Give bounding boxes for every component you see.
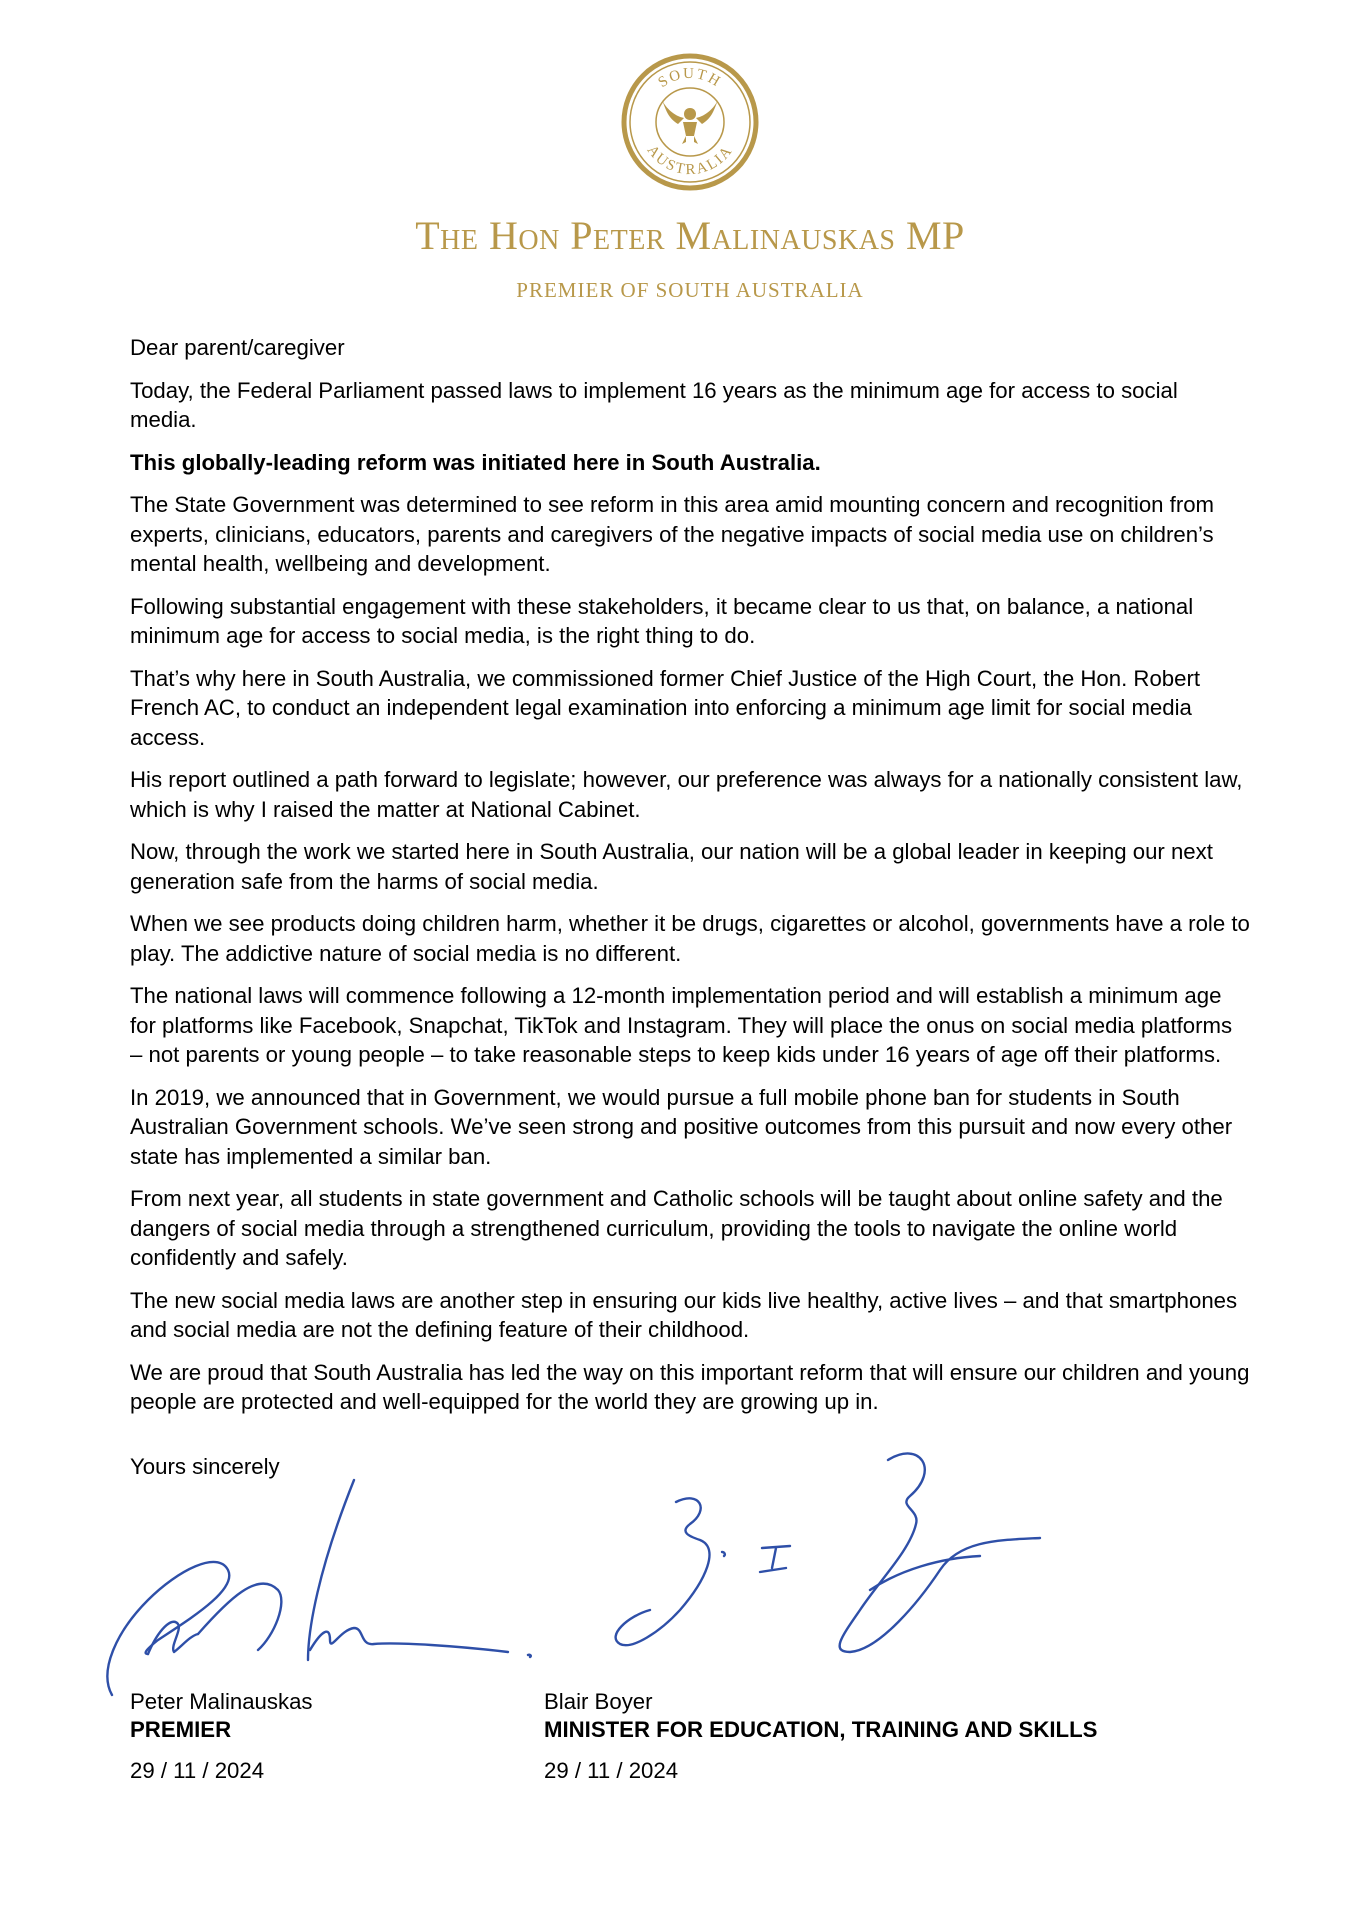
letterhead-name: The Hon Peter Malinauskas MP <box>415 213 965 258</box>
paragraph-2-bold: This globally-leading reform was initiated here in South Australia. <box>130 449 821 475</box>
seal-graphic <box>620 52 760 192</box>
paragraph-12: The new social media laws are another step in ensuring our kids live healthy, active lives – and that smartphones and social media are not the defining feature of their childhood. <box>130 1287 1238 1342</box>
signatory-role: PREMIER <box>130 1717 232 1742</box>
signatory-name: Blair Boyer <box>544 1689 653 1714</box>
piping-shrike-icon <box>662 100 718 144</box>
paragraph-1: Today, the Federal Parliament passed laws to implement 16 years as the minimum age for access to social media. <box>130 377 1178 432</box>
paragraph-6: His report outlined a path forward to legislate; however, our preference was always for a nationally consistent law, which is why I raised the matter at National Cabinet. <box>130 767 1243 822</box>
letter-body <box>130 333 1250 1430</box>
letterhead-title: PREMIER OF SOUTH AUSTRALIA <box>516 278 864 302</box>
seal-text-top: SOUTH <box>655 65 725 91</box>
paragraph-13: We are proud that South Australia has led the way on this important reform that will ensure our children and young people are protected and well-equipped for the world they are growing up in. <box>130 1359 1250 1414</box>
signatory-date: 29 / 11 / 2024 <box>544 1758 679 1783</box>
signatory-date: 29 / 11 / 2024 <box>130 1758 265 1783</box>
salutation: Dear parent/caregiver <box>130 335 345 360</box>
signature-malinauskas-icon <box>78 1440 558 1710</box>
signatory-name: Peter Malinauskas <box>130 1689 313 1714</box>
south-australia-seal-icon <box>620 52 760 192</box>
signatory-minister <box>544 1688 1097 1785</box>
signatory-role: MINISTER FOR EDUCATION, TRAINING AND SKILLS <box>544 1717 1098 1742</box>
signatory-premier <box>130 1688 313 1785</box>
paragraph-10: In 2019, we announced that in Government, we would pursue a full mobile phone ban for students in South Australian Government schools. We’ve seen strong and positive outcomes from this pursuit and now every other state has implemented a similar ban. <box>130 1084 1233 1169</box>
svg-text:SOUTH <box>656 66 725 91</box>
closing: Yours sincerely <box>130 1454 280 1479</box>
paragraph-4: Following substantial engagement with these stakeholders, it became clear to us that, on balance, a national minimum age for access to social media, is the right thing to do. <box>130 593 1194 648</box>
paragraph-11: From next year, all students in state government and Catholic schools will be taught about online safety and the dangers of social media through a strengthened curriculum, providing the tools to navigate the online world confidently and safely. <box>130 1186 1223 1270</box>
paragraph-3: The State Government was determined to see reform in this area amid mounting concern and recognition from experts, clinicians, educators, parents and caregivers of the negative impacts of social media use on children’s mental health, wellbeing and development. <box>130 492 1215 576</box>
paragraph-8: When we see products doing children harm, whether it be drugs, cigarettes or alcohol, governments have a role to play. The addictive nature of social media is no different. <box>130 911 1250 966</box>
paragraph-9: The national laws will commence following a 12-month implementation period and will establish a minimum age for platforms like Facebook, Snapchat, TikTok and Instagram. They will place the onus on social media platforms – not parents or young people – to take reasonable steps to keep kids under 16 years of age off their platforms. <box>130 983 1233 1067</box>
paragraph-5: That’s why here in South Australia, we commissioned former Chief Justice of the High Court, the Hon. Robert French AC, to conduct an independent legal examination into enforcing a minimum age limit for social media access. <box>130 665 1201 750</box>
seal-text-bottom: AUSTRALIA <box>643 142 737 179</box>
signature-boyer-icon <box>580 1440 1050 1680</box>
paragraph-7: Now, through the work we started here in South Australia, our nation will be a global leader in keeping our next generation safe from the harms of social media. <box>130 839 1213 894</box>
